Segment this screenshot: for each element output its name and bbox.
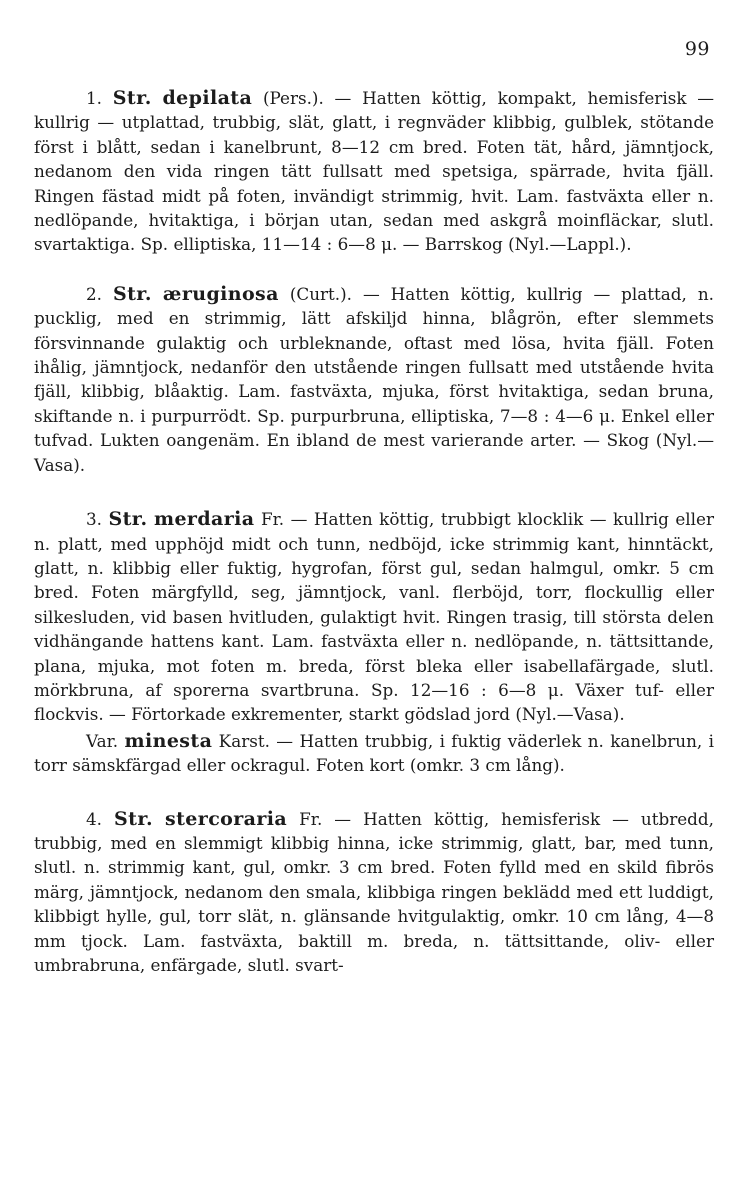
species-entry [34,86,714,257]
entry-description: Fr. — Hatten köttig, trubbigt klocklik — kullrig eller n. platt, med upphöjd midt och tunn, nedböjd, icke strimmig kant, hinntäckt, glatt, n. klibbig eller fuktig, hygrofan, först gul, sedan halmgul, omkr. 5 cm bred. Foten märgfylld, seg, jämntjock, vanl. flerböjd, torr, flockullig eller silkesluden, vid basen hvitluden, gulaktigt hvit. Ringen trasig, till största delen vidhängande hattens kant. Lam. fastväxta eller n. nedlöpande, n. tättsittande, plana, mjuka, mot foten m. breda, först bleka eller isabellafärgade, slutl. mörkbruna, af sporerna svartbruna. Sp. 12—16 : 6—8 μ. Växer tuf- eller flockvis. — Förtorkade exkrementer, starkt gödslad jord (Nyl.—Vasa). [34,509,714,725]
genus-abbrev: Str. [108,508,148,531]
page-number: 99 [684,38,710,60]
entry-number: 1. [86,88,103,108]
species-name: stercoraria [165,807,288,830]
variety-entry [34,729,714,778]
genus-abbrev: Str. [112,282,152,305]
species-name: æruginosa [162,282,279,305]
entry-number: 4. [86,808,103,829]
species-entry [34,807,714,978]
species-entries [34,86,714,977]
species-name: depilata [162,87,253,109]
entry-number: 2. [86,283,103,304]
species-name: merdaria [153,508,255,531]
species-entry [34,507,714,727]
entry-description: (Pers.). — Hatten köttig, kompakt, hemisferisk — kullrig — utplattad, trubbig, slät, glatt, i regnväder klibbig, gulblek, stötande först i blått, sedan i kanelbrunt, 8—12 cm bred. Foten tät, hård, jämntjock, nedanom den vida ringen tätt fullsatt med spetsiga, spärrade, hvita fjäll. Ringen fästad midt på foten, invändigt strimmig, hvit. Lam. fastväxta eller n. nedlöpande, hvitaktiga, i början utan, sedan med askgrå moinfläckar, slutl. svartaktiga. Sp. elliptiska, 11—14 : 6—8 μ. — Barrskog (Nyl.—Lappl.). [34,88,715,255]
entry-description: (Curt.). — Hatten köttig, kullrig — plattad, n. pucklig, med en strimmig, lätt afskiljd hinna, blågrön, efter slemmets försvinnande gulaktig och urbleknande, oftast med lösa, hvita fjäll. Foten ihålig, jämntjock, nedanför den utstående ringen fullsatt med utstående hvita fjäll, klibbig, blåaktig. Lam. fastväxta, mjuka, först hvitaktiga, sedan bruna, skiftande n. i purpurrödt. Sp. purpurbruna, elliptiska, 7—8 : 4—6 μ. Enkel eller tufvad. Lukten oangenäm. En ibland de mest varierande arter. — Skog (Nyl.—Vasa). [34,283,714,475]
genus-abbrev: Str. [114,807,154,830]
genus-abbrev: Str. [112,87,152,109]
entry-description: Karst. — Hatten trubbig, i fuktig väderlek n. kanelbrun, i torr sämskfärgad eller ockragul. Foten kort (omkr. 3 cm lång). [34,730,714,776]
entry-number: 3. [86,509,103,530]
variety-name: minesta [124,729,213,752]
entry-number: Var. [86,730,119,751]
species-entry [34,282,714,477]
entry-description: Fr. — Hatten köttig, hemisferisk — utbredd, trubbig, med en slemmigt klibbig hinna, icke strimmig, glatt, bar, med tunn, slutl. n. strimmig kant, gul, omkr. 3 cm bred. Foten fylld med en skild fibrös märg, jämntjock, nedanom den smala, klibbiga ringen beklädd med ett luddigt, klibbigt hylle, gul, torr slät, n. glänsande hvitgulaktig, omkr. 10 cm lång, 4—8 mm tjock. Lam. fastväxta, baktill m. breda, n. tättsittande, oliv- eller umbrabruna, enfärgade, slutl. svart- [34,808,714,975]
